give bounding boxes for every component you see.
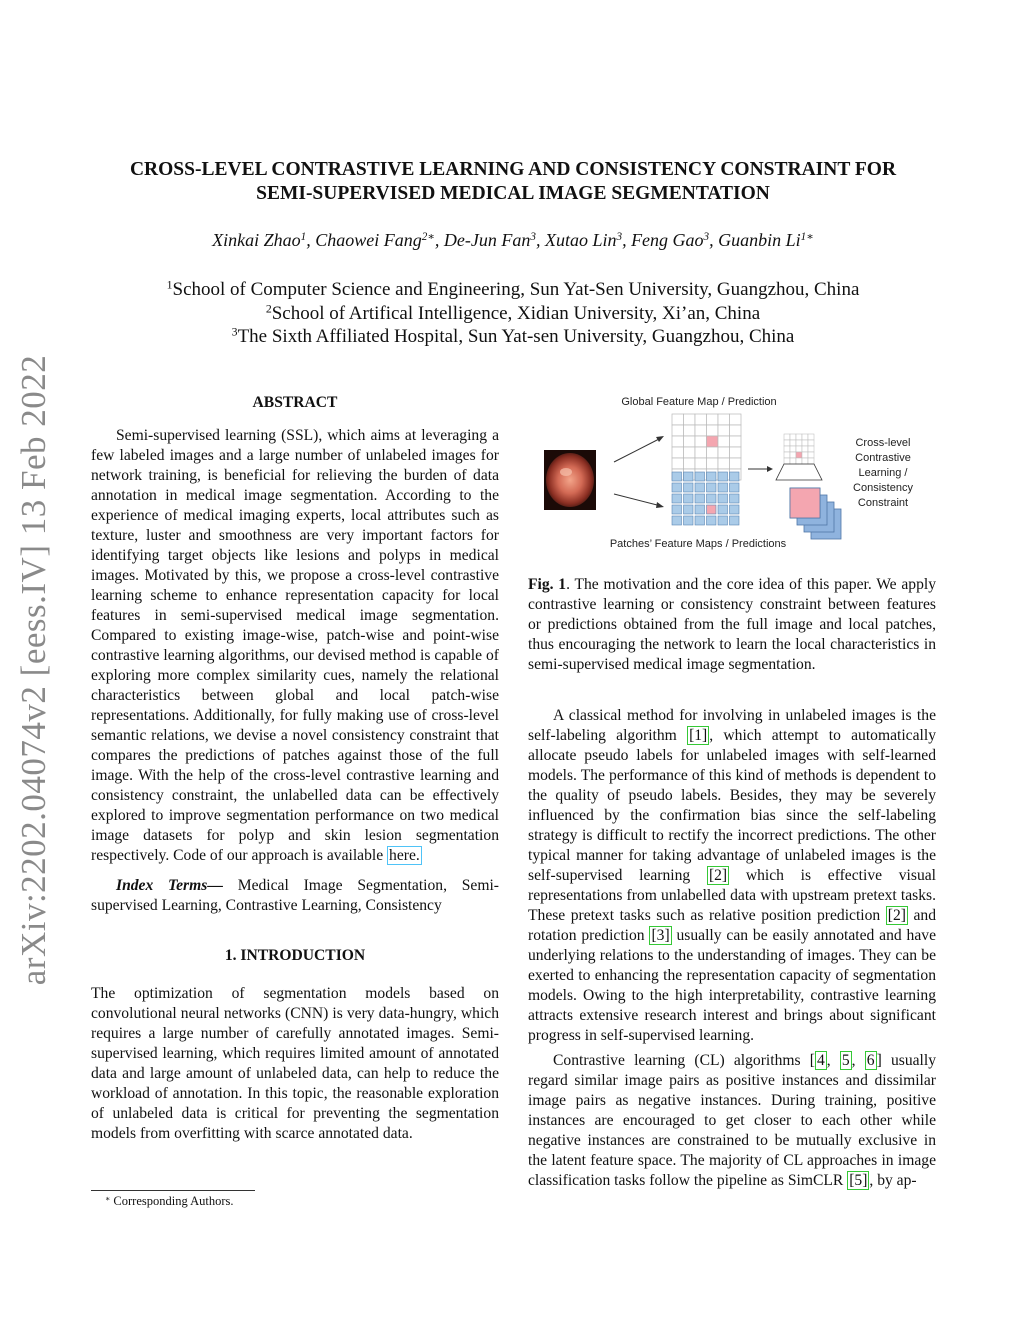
grid-cell bbox=[784, 440, 790, 446]
text-run: Contrastive learning (CL) algorithms [ bbox=[553, 1052, 815, 1069]
patch-tile bbox=[707, 516, 717, 525]
patch-tile bbox=[672, 505, 682, 514]
side-label bbox=[853, 437, 913, 509]
patch-tile bbox=[672, 483, 682, 492]
text-run: and rotation prediction bbox=[528, 907, 936, 944]
input-image bbox=[544, 450, 596, 510]
grid-cell bbox=[796, 458, 802, 464]
patch-stack bbox=[790, 488, 841, 539]
author-name: Guanbin Li bbox=[718, 230, 801, 250]
grid-cell bbox=[707, 436, 719, 447]
intro-paragraph: The optimization of segmentation models based on convolutional neural networks (CNN) is very data-hungry, which requires a large number of carefully annotated images. Semi-supervised learning, which requires limited amount of annotated data and large amount of unlabeled data, can help to reduce the workload of annotation. In this topic, the reasonable exploration of unlabeled data is critical for preventing the segmentation models from overfitting with scarce annotated data. bbox=[91, 985, 499, 1142]
title-line-2: SEMI-SUPERVISED MEDICAL IMAGE SEGMENTATION bbox=[256, 183, 770, 204]
patch-tile bbox=[695, 505, 705, 514]
affiliation-text: School of Artifical Intelligence, Xidian University, Xi’an, China bbox=[271, 302, 761, 324]
grid-cell bbox=[718, 414, 730, 425]
citation-link[interactable]: [2] bbox=[708, 867, 728, 884]
side-label-line: Consistency bbox=[853, 482, 913, 494]
text-run: , by ap- bbox=[869, 1172, 917, 1189]
grid-cell bbox=[802, 446, 808, 452]
grid-cell bbox=[707, 425, 719, 436]
citation-link[interactable]: [3] bbox=[651, 927, 670, 944]
arrow-head-icon bbox=[767, 466, 773, 472]
grid-cell bbox=[730, 447, 742, 458]
grid-cell bbox=[672, 425, 684, 436]
paper-title bbox=[90, 158, 936, 206]
grid-cell bbox=[790, 458, 796, 464]
affiliation-2 bbox=[90, 302, 936, 326]
affiliation-text: School of Computer Science and Engineering, Sun Yat-Sen University, Guangzhou, China bbox=[172, 279, 860, 300]
grid-cell bbox=[796, 452, 802, 458]
grid-cell bbox=[730, 425, 742, 436]
affiliation-mark: 1 bbox=[166, 278, 173, 292]
grid-cell bbox=[672, 458, 684, 469]
footnote-mark: ∗ bbox=[105, 1193, 111, 1203]
grid-cell bbox=[730, 436, 742, 447]
patch-tile bbox=[684, 483, 694, 492]
grid-cell bbox=[684, 425, 696, 436]
arrow-head-icon bbox=[656, 502, 664, 508]
figure-caption bbox=[528, 575, 936, 675]
title-line-1: CROSS-LEVEL CONTRASTIVE LEARNING AND CONSISTENCY CONSTRAINT FOR bbox=[129, 159, 897, 180]
grid-cell bbox=[707, 414, 719, 425]
grid-cell bbox=[808, 458, 814, 464]
affiliation-text: The Sixth Affiliated Hospital, Sun Yat-sen University, Guangzhou, China bbox=[237, 326, 795, 347]
abstract-text: Semi-supervised learning (SSL), which aims at leveraging a few labeled images and a large number of unlabeled images for network training, is beneficial for relieving the burden of data annotation in medical image segmentation. According to the experience of medical imaging experts, local attributes such as texture, luster and smoothness are very important factors for identifying target objects like lesions and polyps in medical images. Motivated by this, we propose a cross-level contrastive learning scheme to enhance representation capacity for local features in semi-supervised medical image segmentation. Compared to existing image-wise, patch-wise and point-wise contrastive learning algorithms, our devised method is capable of exploring more complex similarity cues, namely the relational characteristics between global and local patch-wise representations. Additionally, for fully making use of cross-level semantic relations, we devise a novel consistency constraint that compares the predictions of patches against those of the full image. With the help of the cross-level contrastive learning and consistency constraint, the unlabelled data can be effectively explored to improve segmentation performance on two medical image datasets for polyp and skin lesion segmentation respectively. Code of our approach is available bbox=[91, 427, 499, 864]
patch-tile bbox=[730, 505, 740, 514]
index-terms-label: Index Terms— bbox=[116, 877, 223, 894]
grid-cell bbox=[784, 446, 790, 452]
patch-tile bbox=[730, 483, 740, 492]
citation-link[interactable]: [1] bbox=[689, 727, 708, 744]
author-mark: 3 bbox=[530, 230, 536, 243]
patch-tile bbox=[707, 483, 717, 492]
text-run: , which attempt to automatically allocate pseudo labels for unlabeled images with self-learned models. The performance of this kind of methods is dependent to the quality of pseudo labels. Besides, they may be severely influenced by the confirmation bias since the self-labeling strategy is difficult to rectify the incorrect predictions. The other typical manner for taking advantage of unlabeled images is the self-supervised learning bbox=[528, 727, 936, 884]
patch-tile bbox=[672, 516, 682, 525]
patch-tile bbox=[672, 494, 682, 503]
affiliation-mark: 2 bbox=[265, 302, 272, 316]
patch-tile bbox=[730, 472, 740, 481]
affiliation-1 bbox=[90, 278, 936, 302]
figure-top-label: Global Feature Map / Prediction bbox=[621, 396, 777, 408]
grid-cell bbox=[672, 436, 684, 447]
patch-tile bbox=[707, 472, 717, 481]
arrow-head-icon bbox=[656, 436, 664, 442]
grid-cell bbox=[695, 414, 707, 425]
side-label-line: Contrastive bbox=[855, 452, 911, 464]
author-name: Chaowei Fang bbox=[315, 230, 422, 250]
patch-tile bbox=[707, 494, 717, 503]
grid-cell bbox=[790, 446, 796, 452]
side-label-line: Cross-level bbox=[855, 437, 911, 449]
affiliation-3 bbox=[90, 325, 936, 349]
grid-cell bbox=[695, 436, 707, 447]
grid-cell bbox=[684, 447, 696, 458]
grid-cell bbox=[695, 425, 707, 436]
citation-link[interactable]: 5 bbox=[841, 1052, 850, 1069]
grid-cell bbox=[730, 414, 742, 425]
citation-link[interactable]: [5] bbox=[849, 1172, 868, 1189]
grid-cell bbox=[796, 446, 802, 452]
patch-tile bbox=[695, 483, 705, 492]
code-link[interactable]: here. bbox=[389, 847, 420, 864]
abstract-body bbox=[91, 426, 499, 866]
author-mark: 1 bbox=[300, 230, 307, 243]
grid-cell bbox=[718, 436, 730, 447]
small-global-grid bbox=[784, 434, 814, 464]
author-mark: 1∗ bbox=[800, 230, 814, 243]
left-column bbox=[91, 393, 499, 1144]
patch-tile bbox=[684, 494, 694, 503]
grid-cell bbox=[808, 434, 814, 440]
grid-cell bbox=[790, 452, 796, 458]
author-name: Feng Gao bbox=[631, 230, 704, 250]
affiliations bbox=[90, 278, 936, 349]
grid-cell bbox=[684, 458, 696, 469]
author-name: Xinkai Zhao bbox=[212, 230, 301, 250]
patch-tile bbox=[695, 472, 705, 481]
grid-cell bbox=[808, 446, 814, 452]
caption-text: . The motivation and the core idea of this paper. We apply contrastive learning or consistency constraint between features or predictions obtained from the full image and local patches, thus encouraging the network to learn the local characteristics in semi-supervised medical image segmentation. bbox=[528, 576, 936, 673]
grid-cell bbox=[784, 434, 790, 440]
stack-front bbox=[790, 488, 820, 518]
arxiv-identifier: arXiv:2202.04074v2 [eess.IV] 13 Feb 2022 bbox=[14, 354, 53, 986]
index-terms bbox=[91, 876, 499, 916]
patch-tile bbox=[684, 505, 694, 514]
grid-cell bbox=[730, 458, 742, 469]
citation-link[interactable]: 6 bbox=[866, 1052, 875, 1069]
caption-paragraph bbox=[528, 575, 936, 675]
patch-tile bbox=[718, 494, 728, 503]
grid-cell bbox=[718, 447, 730, 458]
grid-cell bbox=[695, 458, 707, 469]
patch-tile bbox=[672, 472, 682, 481]
grid-cell bbox=[796, 434, 802, 440]
grid-cell bbox=[796, 440, 802, 446]
paragraph-self-labeling bbox=[528, 706, 936, 1046]
grid-cell bbox=[808, 452, 814, 458]
patch-tile bbox=[718, 505, 728, 514]
text-run: A classical method for involving in unlabeled images is the self-labeling algorithm bbox=[528, 707, 936, 744]
side-label-line: Constraint bbox=[857, 497, 909, 509]
text-run: which is effective visual representations from unlabelled data with upstream pretext tasks. These pretext tasks such as relative position prediction bbox=[528, 867, 936, 924]
affiliation-mark: 3 bbox=[231, 325, 238, 339]
author-name: De-Jun Fan bbox=[443, 230, 531, 250]
grid-cell bbox=[802, 452, 808, 458]
author-mark: 3 bbox=[703, 230, 710, 243]
grid-cell bbox=[802, 440, 808, 446]
citation-link[interactable]: [2] bbox=[887, 907, 906, 924]
author-list: Xinkai Zhao$^1$, Chaowei Fang$^{2∗}$, De-Jun Fan$^3$, Xutao Lin$^3$, Feng Gao$^3$, Guanbin $Li^{1∗}$ bbox=[212, 230, 814, 250]
paragraph-contrastive bbox=[528, 1051, 936, 1191]
grid-cell bbox=[672, 447, 684, 458]
global-feature-grid bbox=[672, 414, 741, 480]
patch-tile bbox=[684, 516, 694, 525]
grid-cell bbox=[808, 440, 814, 446]
caption-label: Fig. 1 bbox=[528, 576, 567, 593]
author-name: Xutao Lin bbox=[544, 230, 617, 250]
figure-bottom-label: Patches’ Feature Maps / Predictions bbox=[609, 538, 787, 550]
grid-cell bbox=[707, 458, 719, 469]
grid-cell bbox=[695, 447, 707, 458]
citation-link[interactable]: 4 bbox=[816, 1052, 825, 1069]
patch-tile bbox=[718, 516, 728, 525]
grid-cell bbox=[790, 434, 796, 440]
side-label-line: Learning / bbox=[858, 467, 908, 479]
grid-cell bbox=[784, 452, 790, 458]
patch-tile bbox=[695, 516, 705, 525]
text-run: , bbox=[851, 1052, 865, 1069]
intro-heading: 1. INTRODUCTION bbox=[224, 947, 366, 964]
patch-tile bbox=[730, 516, 740, 525]
arrow-to-patches bbox=[614, 494, 661, 506]
footnote-rule bbox=[91, 1190, 255, 1191]
grid-cell bbox=[802, 434, 808, 440]
footnote-text: Corresponding Authors. bbox=[113, 1194, 234, 1208]
grid-cell bbox=[672, 414, 684, 425]
patch-tile bbox=[707, 505, 717, 514]
right-column bbox=[528, 706, 936, 1191]
grid-cell bbox=[707, 447, 719, 458]
patch-tile bbox=[730, 494, 740, 503]
grid-cell bbox=[718, 425, 730, 436]
figure-1-diagram bbox=[528, 388, 936, 556]
patch-tile bbox=[695, 494, 705, 503]
author-mark: 2∗ bbox=[421, 230, 435, 243]
text-run: ] usually regard similar image pairs as positive instances and dissimilar image pairs as negative instances. During training, positive instances are encouraged to get closer to each other while negative instances are constrained to be mutually exclusive in the latent feature space. The majority of CL approaches in image classification tasks follow the pipeline as SimCLR bbox=[528, 1052, 936, 1189]
author-mark: 3 bbox=[616, 230, 623, 243]
grid-cell bbox=[802, 458, 808, 464]
arrow-to-global bbox=[614, 438, 661, 462]
footnote bbox=[91, 1194, 234, 1209]
abstract-heading: ABSTRACT bbox=[252, 394, 338, 411]
grid-cell bbox=[784, 458, 790, 464]
grid-cell bbox=[790, 440, 796, 446]
patch-tile bbox=[684, 472, 694, 481]
text-run: usually can be easily annotated and have underlying relations to the understanding of images. They can be exerted to enhancing the representation capacity of segmentation models. Owing to the high interpretability, contrastive learning attracts extensive research interest and brings about significant progress in self-supervised learning. bbox=[528, 927, 936, 1044]
patch-tile bbox=[718, 483, 728, 492]
grid-cell bbox=[718, 458, 730, 469]
grid-cell bbox=[684, 436, 696, 447]
index-terms-text: Medical Image Segmentation, Semi-supervised Learning, Contrastive Learning, Consistency bbox=[91, 877, 500, 914]
funnel-outline bbox=[776, 464, 822, 480]
text-run: , bbox=[826, 1052, 840, 1069]
patch-tile bbox=[718, 472, 728, 481]
grid-cell bbox=[684, 414, 696, 425]
